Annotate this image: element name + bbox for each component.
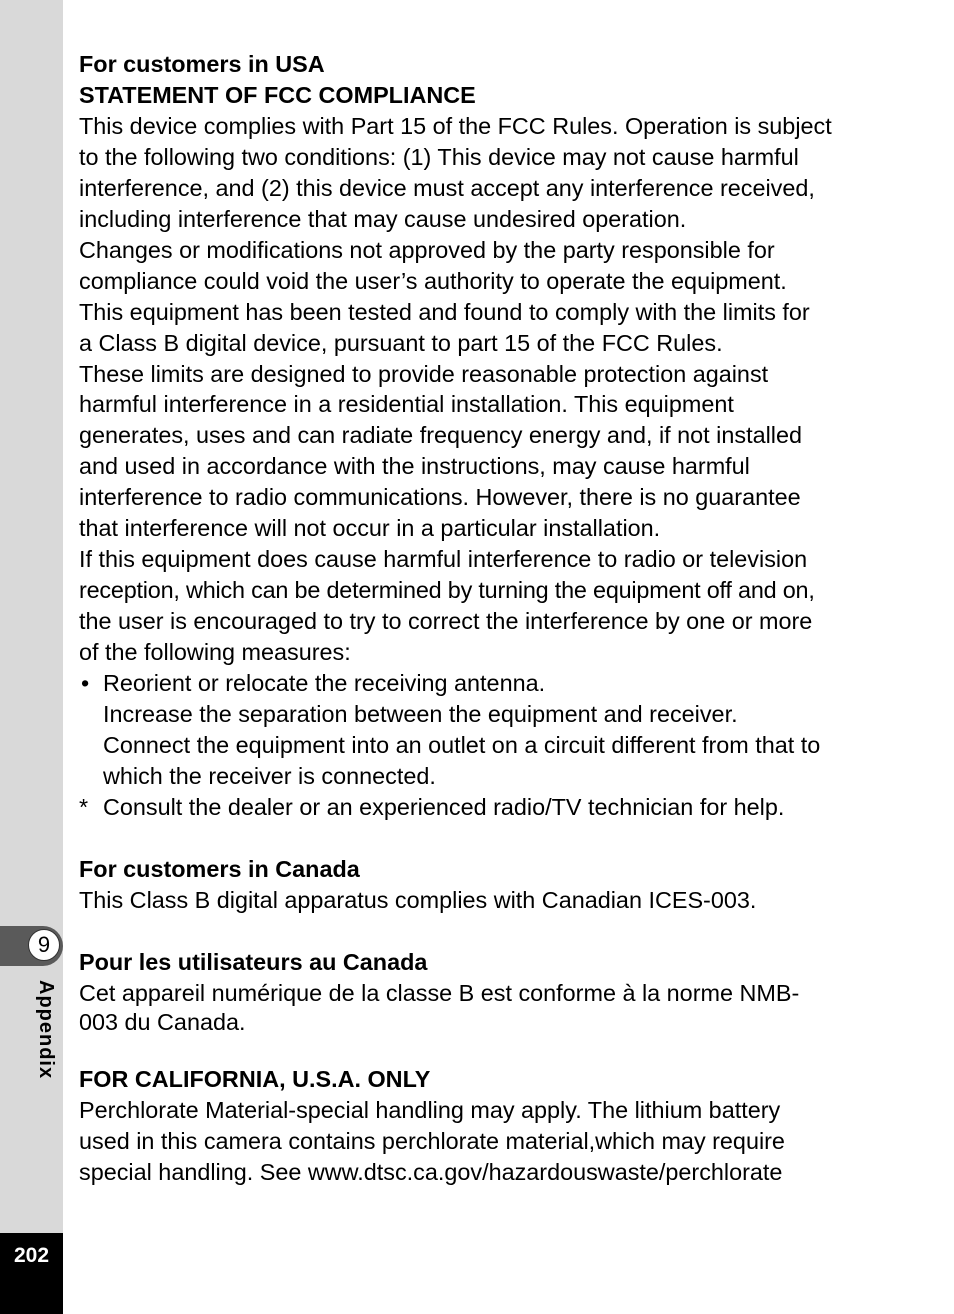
body-line: a Class B digital device, pursuant to part 15 of the FCC Rules. [79, 329, 723, 356]
california-line: used in this camera contains perchlorate material,which may require [79, 1128, 785, 1155]
body-line: This equipment has been tested and found to comply with the limits for [79, 298, 810, 325]
body-line: interference, and (2) this device must accept any interference received, [79, 174, 815, 201]
canada-fr-section [79, 947, 879, 1038]
side-band [0, 0, 63, 1314]
chapter-number-badge: 9 [28, 929, 60, 961]
note-text: Consult the dealer or an experienced radio/TV technician for help. [103, 793, 785, 820]
california-line: Perchlorate Material-special handling may apply. The lithium battery [79, 1097, 781, 1124]
canada-fr-heading: Pour les utilisateurs au Canada [79, 948, 428, 975]
body-line: reception, which can be determined by turning the equipment off and on, [79, 577, 815, 604]
note-item [79, 792, 879, 823]
canada-text: This Class B digital apparatus complies with Canadian ICES-003. [79, 886, 757, 913]
asterisk-mark: * [79, 793, 89, 820]
canada-fr-line: Cet appareil numérique de la classe B est conforme à la norme NMB- [79, 979, 800, 1006]
measures-list [79, 668, 879, 792]
body-line: Changes or modifications not approved by the party responsible for [79, 236, 775, 263]
usa-heading: For customers in USA [79, 51, 325, 77]
body-line: to the following two conditions: (1) This device may not cause harmful [79, 143, 799, 170]
body-line: These limits are designed to provide reasonable protection against [79, 360, 769, 387]
page-content [79, 49, 879, 1188]
usa-section [79, 49, 879, 823]
list-item: Connect the equipment into an outlet on a circuit different from that to [103, 731, 821, 758]
body-line: compliance could void the user’s authority to operate the equipment. [79, 267, 787, 294]
body-line: harmful interference in a residential installation. This equipment [79, 391, 734, 418]
list-item: Increase the separation between the equipment and receiver. [103, 701, 738, 728]
body-line: the user is encouraged to try to correct the interference by one or more [79, 608, 813, 635]
chapter-label: Appendix [35, 980, 57, 1080]
body-line: If this equipment does cause harmful interference to radio or television [79, 546, 808, 573]
canada-section [79, 854, 879, 916]
body-line: including interference that may cause undesired operation. [79, 205, 687, 232]
california-heading: FOR CALIFORNIA, U.S.A. ONLY [79, 1066, 431, 1093]
body-line: that interference will not occur in a particular installation. [79, 515, 661, 542]
california-section [79, 1064, 879, 1188]
list-item: which the receiver is connected. [103, 762, 436, 789]
body-line: of the following measures: [79, 639, 351, 666]
bullet-mark: • [81, 670, 90, 697]
canada-fr-line: 003 du Canada. [79, 1008, 246, 1035]
fcc-heading: STATEMENT OF FCC COMPLIANCE [79, 81, 476, 108]
page-number: 202 [13, 1244, 50, 1267]
california-line: special handling. See www.dtsc.ca.gov/hazardouswaste/perchlorate [79, 1159, 783, 1186]
list-item: Reorient or relocate the receiving antenna. [103, 670, 546, 697]
body-line: This device complies with Part 15 of the FCC Rules. Operation is subject [79, 112, 832, 139]
canada-heading: For customers in Canada [79, 855, 360, 882]
body-line: and used in accordance with the instructions, may cause harmful [79, 453, 750, 480]
body-line: interference to radio communications. However, there is no guarantee [79, 484, 801, 511]
body-line: generates, uses and can radiate frequency energy and, if not installed [79, 422, 802, 449]
